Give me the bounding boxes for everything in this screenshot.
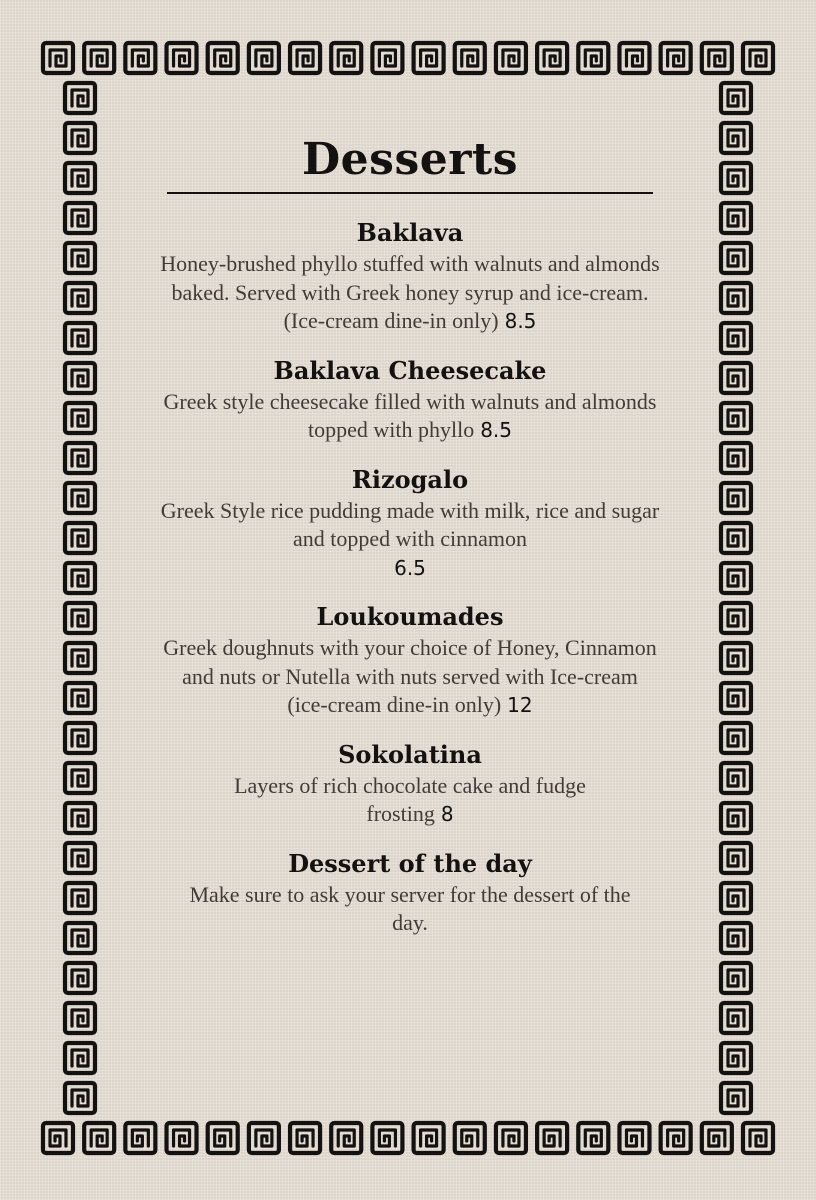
- meander-tile: [661, 1123, 691, 1153]
- menu-item-sokolatina: [160, 738, 660, 829]
- meander-tile: [65, 83, 95, 113]
- meander-tile: [414, 1123, 444, 1153]
- meander-tile: [721, 83, 751, 113]
- meander-tile: [65, 323, 95, 353]
- meander-tile: [578, 1123, 608, 1153]
- meander-tile: [721, 203, 751, 233]
- meander-tile: [721, 523, 751, 553]
- meander-tile: [43, 43, 73, 73]
- meander-tile: [65, 443, 95, 473]
- item-price: 8.5: [480, 418, 513, 442]
- menu-item-rizogalo: [160, 463, 660, 583]
- item-description: Layers of rich chocolate cake and fudge frosting 8: [234, 772, 586, 826]
- meander-tile: [743, 43, 773, 73]
- meander-tile: [84, 43, 114, 73]
- title-divider: [167, 192, 653, 194]
- meander-tile: [721, 1043, 751, 1073]
- meander-tile: [65, 203, 95, 233]
- meander-tile: [743, 1123, 773, 1153]
- meander-tile: [721, 163, 751, 193]
- meander-tile: [65, 483, 95, 513]
- menu-item-loukoumades: [160, 600, 660, 720]
- meander-tile: [290, 1123, 320, 1153]
- meander-tile: [65, 883, 95, 913]
- meander-tile: [125, 43, 155, 73]
- meander-tile: [249, 1123, 279, 1153]
- meander-tile: [65, 163, 95, 193]
- meander-tile: [721, 763, 751, 793]
- item-name: Rizogalo: [351, 464, 469, 494]
- meander-tile: [65, 723, 95, 753]
- meander-tile: [167, 1123, 197, 1153]
- meander-tile: [619, 1123, 649, 1153]
- item-description: Make sure to ask your server for the dessert of the day.: [189, 881, 631, 935]
- meander-tile: [721, 963, 751, 993]
- item-price: 8: [440, 802, 454, 826]
- meander-tile: [702, 1123, 732, 1153]
- meander-tile: [721, 1083, 751, 1113]
- meander-tile: [721, 883, 751, 913]
- meander-tile: [65, 363, 95, 393]
- menu-item-dessert-of-the-day: [160, 847, 660, 938]
- item-description: Greek style cheesecake filled with walnuts and almonds topped with phyllo 8.5: [163, 388, 657, 442]
- item-name: Dessert of the day: [288, 848, 532, 878]
- meander-tile: [721, 723, 751, 753]
- meander-tile: [65, 803, 95, 833]
- meander-tile: [721, 323, 751, 353]
- meander-tile: [65, 563, 95, 593]
- meander-tile: [537, 1123, 567, 1153]
- page-title: Desserts: [302, 134, 518, 185]
- meander-tile: [43, 1123, 73, 1153]
- item-price: 6.5: [394, 555, 426, 580]
- meander-tile: [208, 43, 238, 73]
- meander-tile: [721, 603, 751, 633]
- meander-tile: [208, 1123, 238, 1153]
- meander-tile: [721, 923, 751, 953]
- meander-tile: [65, 923, 95, 953]
- meander-tile: [372, 43, 402, 73]
- meander-tile: [721, 403, 751, 433]
- meander-tile: [619, 43, 649, 73]
- meander-tile: [331, 1123, 361, 1153]
- meander-tile: [65, 1003, 95, 1033]
- meander-tile: [721, 843, 751, 873]
- meander-tile: [721, 643, 751, 673]
- meander-tile: [331, 43, 361, 73]
- meander-tile: [721, 803, 751, 833]
- meander-tile: [65, 283, 95, 313]
- meander-tile: [65, 1083, 95, 1113]
- meander-tile: [65, 763, 95, 793]
- meander-tile: [65, 523, 95, 553]
- meander-tile: [721, 563, 751, 593]
- meander-tile: [721, 483, 751, 513]
- meander-tile: [721, 243, 751, 273]
- meander-tile: [721, 1003, 751, 1033]
- item-name: Loukoumades: [316, 602, 504, 631]
- item-price: 12: [507, 693, 533, 717]
- item-price: 8.5: [504, 309, 537, 333]
- meander-tile: [661, 43, 691, 73]
- meander-tile: [167, 43, 197, 73]
- meander-tile: [84, 1123, 114, 1153]
- meander-tile: [496, 43, 526, 73]
- menu-item-baklava-cheesecake: [160, 354, 660, 445]
- meander-tile: [65, 243, 95, 273]
- menu-item-baklava: [160, 216, 660, 336]
- meander-tile: [414, 43, 444, 73]
- meander-tile: [721, 283, 751, 313]
- meander-tile: [578, 43, 608, 73]
- item-description: Greek doughnuts with your choice of Honey, Cinnamon and nuts or Nutella with nuts served with Ice-cream (ice-cream dine-in only) 12: [163, 635, 657, 717]
- dessert-menu: [160, 128, 660, 956]
- item-description: Honey-brushed phyllo stuffed with walnuts and almonds baked. Served with Greek honey syrup and ice-cream. (Ice-cream dine-in only) 8.5: [160, 251, 660, 333]
- meander-tile: [721, 443, 751, 473]
- item-name: Baklava: [356, 218, 464, 247]
- meander-tile: [537, 43, 567, 73]
- meander-tile: [65, 403, 95, 433]
- meander-tile: [249, 43, 279, 73]
- meander-tile: [125, 1123, 155, 1153]
- meander-tile: [702, 43, 732, 73]
- item-description: Greek Style rice pudding made with milk, rice and sugar and topped with cinnamon 6.5: [160, 497, 660, 580]
- meander-tile: [65, 603, 95, 633]
- meander-tile: [65, 963, 95, 993]
- meander-tile: [65, 683, 95, 713]
- meander-tile: [496, 1123, 526, 1153]
- meander-tile: [721, 123, 751, 153]
- meander-tile: [455, 43, 485, 73]
- meander-tile: [721, 683, 751, 713]
- meander-tile: [65, 1043, 95, 1073]
- meander-tile: [372, 1123, 402, 1153]
- meander-tile: [290, 43, 320, 73]
- meander-tile: [455, 1123, 485, 1153]
- meander-tile: [65, 843, 95, 873]
- item-name: Sokolatina: [338, 739, 482, 769]
- meander-tile: [65, 643, 95, 673]
- meander-tile: [65, 123, 95, 153]
- meander-tile: [721, 363, 751, 393]
- item-name: Baklava Cheesecake: [273, 355, 547, 385]
